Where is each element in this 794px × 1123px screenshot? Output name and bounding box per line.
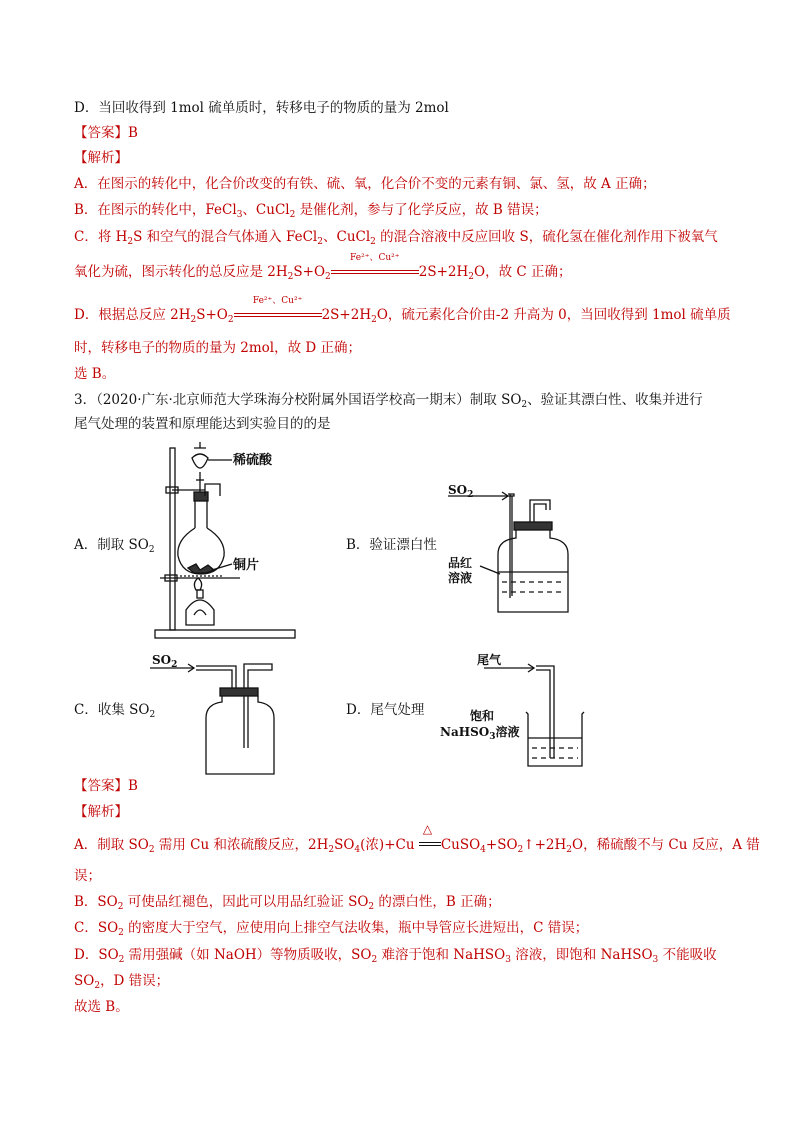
figure-b-gas-label: $SO_2$ xyxy=(448,483,474,500)
option-b-label: B．验证漂白性 xyxy=(346,537,437,553)
text: 、验证其漂白性、收集并进行 xyxy=(527,392,703,408)
text: C．收集 SO xyxy=(74,702,150,718)
text: S+O xyxy=(293,264,326,280)
q3-analysis-d-line2: $SO_2$，D 错误； xyxy=(74,973,170,991)
analysis-c-line1: C．将 $H_2S$ 和空气的混合气体通入 FeCl$_2$、CuCl$_2$ 的混合溶液中反应回收 S，硫化氢在催化剂作用下被氧气 xyxy=(74,229,718,247)
text: O，硫元素化合价由-2 升高为 0，当回收得到 1mol 硫单质 xyxy=(376,307,731,323)
analysis-c-line2: 氧化为硫，图示转化的总反应是 $2H_2S+O_2$ Fe²⁺、Cu²⁺ $2S+2H_2O$，故 C 正确； xyxy=(74,253,572,282)
text: 溶液 xyxy=(495,725,520,739)
text: NaHSO xyxy=(440,725,490,739)
text: C．SO xyxy=(74,920,119,936)
text: S 和空气的混合气体通入 FeCl xyxy=(133,229,318,245)
catalyst-label: Fe²⁺、Cu²⁺ xyxy=(350,253,400,263)
round-flask xyxy=(178,528,224,574)
text: O，故 C 正确； xyxy=(474,264,572,280)
text: 的混合溶液中反应回收 S，硫化氢在催化剂作用下被氧气 xyxy=(375,229,718,245)
q3-choose-line: 故选 B。 xyxy=(74,999,129,1015)
text: ↑+2H xyxy=(523,837,567,853)
figure-a-copper-label: 铜片 xyxy=(233,558,260,573)
text: 溶液 xyxy=(448,571,473,585)
text: 是催化剂，参与了化学反应，故 B 错误； xyxy=(295,202,548,218)
text: 需用 Cu 和浓硫酸反应，2H xyxy=(154,837,329,853)
flask-stopper xyxy=(194,492,208,501)
label-leader xyxy=(212,564,232,570)
text: 的密度大于空气，应使用向上排空气法收集，瓶中导管应长进短出，C 错误； xyxy=(123,920,589,936)
flame xyxy=(194,578,201,590)
text: SO xyxy=(448,483,468,497)
reaction-arrow xyxy=(234,296,322,321)
option-d-label: D．尾气处理 xyxy=(346,702,425,718)
analysis-b: B．在图示的转化中，FeCl$_3$、CuCl$_2$ 是催化剂，参与了化学反应，故 B 错误； xyxy=(74,202,548,220)
analysis-label: 【解析】 xyxy=(74,804,128,820)
answer-label: 【答案】B xyxy=(74,125,138,141)
text: 2S+2H xyxy=(321,307,372,323)
figure-b-solution-label xyxy=(448,556,472,586)
copper-pieces xyxy=(188,564,214,573)
text: 不能吸收 xyxy=(658,947,717,963)
text: 难溶于饱和 NaHSO xyxy=(377,947,506,963)
text: 、CuCl xyxy=(322,229,371,245)
figure-a-acid-label: 稀硫酸 xyxy=(233,453,273,468)
text: 3．（2020·广东·北京师范大学珠海分校附属外国语学校高一期末）制取 SO xyxy=(74,392,522,408)
q3-analysis-c: C．$SO_2$ 的密度大于空气，应使用向上排空气法收集，瓶中导管应长进短出，C 错误； xyxy=(74,920,589,938)
text: (浓)+Cu xyxy=(360,837,419,853)
bottle-stopper xyxy=(514,522,552,530)
lamp-wick xyxy=(197,590,203,598)
alcohol-lamp xyxy=(186,600,214,625)
text: 、CuCl xyxy=(242,202,290,218)
text: 可使品红褪色，因此可以用品红验证 SO xyxy=(123,894,369,910)
text: C．将 H xyxy=(74,229,128,245)
text: SO xyxy=(334,837,355,853)
reaction-arrow xyxy=(331,253,419,278)
option-d: D．当回收得到 1mol 硫单质时，转移电子的物质的量为 2mol xyxy=(74,100,449,116)
option-c-label: C．收集 $SO_2$ xyxy=(74,702,156,720)
text: B．SO xyxy=(74,894,118,910)
bottle-body xyxy=(498,530,568,612)
text: SO xyxy=(74,973,95,989)
catalyst-label: Fe²⁺、Cu²⁺ xyxy=(252,296,303,306)
figure-d-solution-label-2: NaHSO$_3$溶液 xyxy=(440,725,520,742)
inlet-tube-top xyxy=(508,494,514,496)
figure-d-solution-label-1: 饱和 xyxy=(470,709,495,723)
text: 需用强碱（如 NaOH）等物质吸收，SO xyxy=(124,947,372,963)
answer-label: 【答案】B xyxy=(74,778,138,794)
separatory-funnel xyxy=(192,454,208,468)
question-3-stem-line2: 尾气处理的装置和原理能达到实验目的的是 xyxy=(74,416,331,432)
analysis-d-line1: D．根据总反应 $2H_2S+O_2$ Fe²⁺、Cu²⁺ $2S+2H_2O$，硫元素化合价由-2 升高为 0，当回收得到 1mol 硫单质 xyxy=(74,296,731,325)
text: A．制取 SO xyxy=(74,537,149,553)
text: 溶液，即饱和 NaHSO xyxy=(511,947,653,963)
option-a-label: A．制取 $SO_2$ xyxy=(74,537,155,555)
text: S+O xyxy=(196,307,228,323)
q3-analysis-b: B．$SO_2$ 可使品红褪色，因此可以用品红验证 $SO_2$ 的漂白性，B 正确； xyxy=(74,894,501,912)
text: B．在图示的转化中，FeCl xyxy=(74,202,237,218)
question-3-stem-line1: 3．（2020·广东·北京师范大学珠海分校附属外国语学校高一期末）制取 $SO_2$、验证其漂白性、收集并进行 xyxy=(74,392,703,410)
figure-d-gas-label: 尾气 xyxy=(477,653,502,667)
q3-analysis-a-line1: A．制取 $SO_2$ 需用 Cu 和浓硫酸反应，$2H_2SO_4$(浓)+Cu △ $CuSO_4+SO_2↑+2H_2O$，稀硫酸不与 Cu 反应，A 错 xyxy=(74,822,760,855)
text: 的漂白性，B 正确； xyxy=(374,894,501,910)
lamp-liquid xyxy=(194,610,206,615)
figure-d-absorption-beaker xyxy=(440,648,600,776)
text: A．制取 SO xyxy=(74,837,149,853)
text: D．SO xyxy=(74,947,119,963)
text: CuSO xyxy=(440,837,481,853)
q3-analysis-a-line2: 误； xyxy=(74,868,101,884)
bottle-stopper xyxy=(220,688,258,696)
choose-line: 选 B。 xyxy=(74,366,116,382)
text: O，稀硫酸不与 Cu 反应，A 错 xyxy=(572,837,760,853)
figure-a-generator-apparatus xyxy=(150,440,300,645)
analysis-d-line2: 时，转移电子的物质的量为 2mol，故 D 正确； xyxy=(74,340,362,356)
text: D．根据总反应 2H xyxy=(74,307,191,323)
q3-analysis-d-line1: D．$SO_2$ 需用强碱（如 NaOH）等物质吸收，$SO_2$ 难溶于饱和 NaHSO$_3$ 溶液，即饱和 NaHSO$_3$ 不能吸收 xyxy=(74,947,717,965)
stand-rod xyxy=(170,448,175,630)
heat-symbol: △ xyxy=(422,822,433,836)
label-leader xyxy=(480,566,500,574)
analysis-label: 【解析】 xyxy=(74,150,128,166)
bottle-body xyxy=(206,696,274,774)
delivery-tube xyxy=(536,666,554,758)
text: 品红 xyxy=(448,556,473,570)
text: 氧化为硫，图示转化的总反应是 2H xyxy=(74,264,288,280)
heating-arrow xyxy=(419,822,441,851)
text: ，D 错误； xyxy=(100,973,170,989)
text: +SO xyxy=(485,837,518,853)
figure-c-gas-label: $SO_2$ xyxy=(152,653,178,670)
funnel-stopper xyxy=(194,442,206,448)
text: SO xyxy=(152,653,172,667)
stand-base xyxy=(155,630,295,638)
text: 2S+2H xyxy=(418,264,469,280)
analysis-a: A．在图示的转化中，化合价改变的有铁、硫、氧，化合价不变的元素有铜、氯、氢，故 A 正确； xyxy=(74,176,656,192)
